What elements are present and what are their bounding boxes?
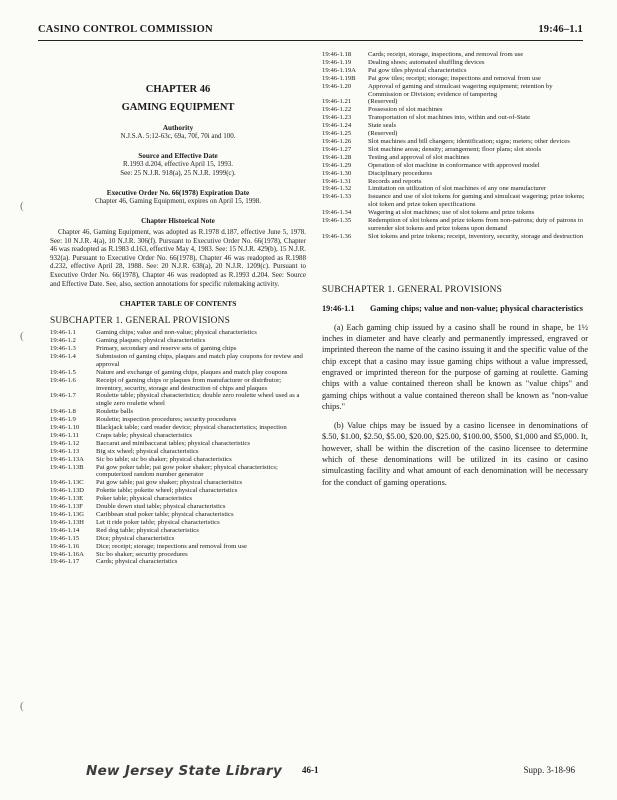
toc-entry [50,432,306,440]
authority-heading: Authority [162,124,194,132]
toc-entry-title: Primary, secondary and reserve sets of gaming chips [96,344,237,352]
toc-entry-title: Roulette balls [96,408,133,416]
toc-entry-title: Approval of gaming and simulcast wagering equipment; retention by Commission or Division; evidence of tampering [368,82,553,98]
toc-entry-title: Operation of slot machine in conformance with approved model [368,161,540,169]
source-line-2: See: 25 N.J.R. 918(a), 25 N.J.R. 1999(c). [120,169,236,177]
library-logo: New Jersey State Library [86,763,283,779]
toc-entry [50,337,306,345]
toc-entry-number: 19:46-1.33 [322,193,352,201]
toc-entry-title: Issuance and use of slot tokens for gaming and simulcast wagering; prize tokens; slot token and prize token specifications [368,193,585,209]
toc-entry [50,495,306,503]
toc-entry-title: Pokette table; pokette wheel; physical characteristics [96,487,238,495]
history-text: Chapter 46, Gaming Equipment, was adopted as R.1978 d.187, effective June 5, 1978. See: 10 N.J.R. 4(a), 10 N.J.R. 306(f). Pursuant to Executive Order No. 66(1978), Chapter 46 was readopted as R.1983 d.163, effective May 4, 1983. See: 15 N.J.R. 429(b), 15 N.J.R. 932(a). Pursuant to Executive Order No. 66(1978), Chapter 46 was readopted as R.1988 d.232, effective April 28, 1988. See: 20 N.J.R. 638(a), 20 N.J.R. 1209(c). Pursuant to Executive Order No. 66(1978), Chapter 46 was readopted as R.1993 d.204. See: Source and Effective Date. See, also, section annotations for specific rulemaking activity. [50,228,306,288]
toc-entry-number: 19:46-1.4 [50,352,76,360]
toc-entry-title: Pai gow tiles physical characteristics [368,66,467,74]
toc-entry [322,130,588,138]
toc-entry-number: 19:46-1.26 [322,137,352,145]
toc-entry-title: (Reserved) [368,98,398,106]
toc-entry-title: Wagering at slot machines; use of slot tokens and prize tokens [368,209,535,217]
toc-entry-title: Transportation of slot machines into, within and out-of-State [368,114,531,122]
toc-entry [50,345,306,353]
body-subchapter-heading: SUBCHAPTER 1. GENERAL PROVISIONS [322,284,503,295]
toc-entry-number: 19:46-1.11 [50,431,79,439]
toc-entry [50,377,306,393]
toc-entry [50,527,306,535]
toc-entry-number: 19:46-1.23 [322,114,352,122]
toc-entry [322,170,588,178]
source-line-1: R.1993 d.204, effective April 15, 1993. [123,160,233,168]
toc-entry-title: Cards; receipt, storage, inspections, and removal from use [368,51,524,58]
toc-entry-title: Roulette table; physical characteristics; double zero roulette wheel used as a single zero roulette wheel [96,392,300,408]
toc-list-left [50,329,306,566]
toc-entry [322,185,588,193]
toc-list-right [322,51,588,241]
toc-heading: CHAPTER TABLE OF CONTENTS [119,299,237,309]
toc-entry [50,535,306,543]
toc-entry-title: Double down stud table; physical characteristics [96,503,226,511]
toc-entry-title: Gaming chips; value and non-value; physical characteristics [96,329,257,337]
toc-entry [50,511,306,519]
toc-entry-number: 19:46-1.22 [322,106,352,114]
toc-entry-title: Records and reports [368,177,422,185]
toc-entry [322,114,588,122]
toc-entry [50,479,306,487]
toc-entry [50,519,306,527]
section-title: Gaming chips; value and non-value; physical characteristics [370,303,583,313]
toc-entry [50,369,306,377]
toc-entry [50,353,306,369]
toc-entry-title: Gaming plaques; physical characteristics [96,337,206,345]
toc-entry-number: 19:46-1.35 [322,217,352,225]
toc-entry-number: 19:46-1.13H [50,518,84,526]
toc-entry [322,146,588,154]
left-column [50,48,306,566]
toc-entry-number: 19:46-1.20 [322,82,352,90]
toc-entry [50,392,306,408]
toc-entry-title: Slot tokens and prize tokens; receipt, inventory, security, storage and destruction [368,232,584,240]
toc-entry [322,154,588,162]
toc-entry-title: Let it ride poker table; physical characteristics [96,518,220,526]
toc-entry-title: State seals [368,122,397,130]
chapter-title: GAMING EQUIPMENT [121,102,235,113]
section-number: 19:46-1.1 [322,303,355,313]
toc-entry [322,83,588,99]
toc-entry-number: 19:46-1.13D [50,487,84,495]
toc-entry-number: 19:46-1.16 [50,542,80,550]
toc-entry [322,98,588,106]
running-header [38,24,583,38]
toc-entry [50,329,306,337]
chapter-number: CHAPTER 46 [145,84,211,95]
toc-entry-title: Receipt of gaming chips or plaques from manufacturer or distributor; inventory, security, storage and destruction of chips and plaques [96,376,282,392]
toc-entry-title: Pai gow tiles; receipt; storage; inspections and removal from use [368,74,541,82]
source-heading: Source and Effective Date [138,152,218,160]
toc-entry-title: Pai gow table; pai gow shaker; physical characteristics [96,479,243,487]
toc-entry-number: 19:46-1.19A [322,66,356,74]
toc-entry-number: 19:46-1.34 [322,209,352,217]
paragraph-b: (b) Value chips may be issued by a casino licensee in denominations of $.50, $1.00, $2.50, $5.00, $20.00, $25.00, $100.00, $500, $1,000 and $5,000. It, however, shall be within the discretion of the casino licensee to determine which of these denominations will be utilized in its casino or casino simulcasting facility and what amount of each denomination will be necessary for the conduct of gaming operations. [322,421,588,487]
toc-entry-number: 19:46-1.19 [322,58,352,66]
toc-entry-title: Poker table; physical characteristics [96,495,193,503]
toc-entry [322,67,588,75]
margin-bracket-mark: ( [20,200,24,212]
toc-entry-number: 19:46-1.27 [322,145,352,153]
page-number: 46-1 [302,765,319,775]
toc-entry-number: 19:46-1.13B [50,463,84,471]
toc-entry [322,178,588,186]
toc-entry-number: 19:46-1.3 [50,344,76,352]
expiration-text: Chapter 46, Gaming Equipment, expires on April 15, 1998. [94,197,262,205]
toc-entry-number: 19:46-1.5 [50,368,76,376]
toc-entry-title: Big six wheel; physical characteristics [96,447,199,455]
toc-entry-title: Craps table; physical characteristics [96,431,193,439]
toc-entry [322,122,588,130]
toc-entry-title: Sic bo shaker; security procedures [96,550,188,558]
toc-entry [50,558,306,566]
toc-entry [322,217,588,233]
toc-entry [50,487,306,495]
toc-entry-title: Limitation on utilization of slot machines of any one manufacturer [368,185,547,193]
toc-entry-title: Roulette; inspection procedures; security procedures [96,416,237,424]
toc-entry-number: 19:46-1.8 [50,408,76,416]
toc-entry-number: 19:46-1.14 [50,526,80,534]
toc-entry-number: 19:46-1.13E [50,495,84,503]
authority-text: N.J.S.A. 5:12-63c, 69a, 70f, 70i and 100. [120,132,236,140]
toc-entry-title: Slot machine areas; density; arrangement; floor plans; slot stools [368,145,542,153]
toc-entry-number: 19:46-1.13C [50,479,84,487]
toc-entry-title: Submission of gaming chips, plaques and match play coupons for review and approval [96,352,303,368]
toc-entry-number: 19:46-1.32 [322,185,352,193]
toc-entry-number: 19:46-1.21 [322,98,352,106]
toc-entry-number: 19:46-1.25 [322,130,352,138]
toc-entry-title: Slot machines and bill changers; identification; signs; meters; other devices [368,137,570,145]
toc-entry [322,233,588,241]
toc-entry-number: 19:46-1.29 [322,161,352,169]
toc-entry-number: 19:46-1.36 [322,232,352,240]
toc-entry-number: 19:46-1.16A [50,550,84,558]
toc-entry-title: Caribbean stud poker table; physical characteristics [96,511,234,518]
supplement-date: Supp. 3-18-96 [523,765,575,775]
toc-entry-number: 19:46-1.12 [50,439,80,447]
toc-entry [322,138,588,146]
toc-entry-number: 19:46-1.30 [322,169,352,177]
toc-entry-title: Dice; receipt; storage; inspections and removal from use [96,542,247,550]
toc-entry [50,448,306,456]
toc-entry-title: Nature and exchange of gaming chips, plaques and match play coupons [96,368,288,376]
toc-entry-number: 19:46-1.7 [50,392,76,400]
toc-entry-number: 19:46-1.18 [322,51,352,58]
toc-entry [322,162,588,170]
toc-entry-title: Disciplinary procedures [368,169,433,177]
toc-entry-number: 19:46-1.24 [322,122,352,130]
header-rule [38,40,583,41]
toc-entry-number: 19:46-1.10 [50,424,80,432]
toc-entry [50,424,306,432]
toc-entry [50,416,306,424]
toc-entry [322,106,588,114]
toc-entry-title: Sic bo table; sic bo shaker; physical characteristics [96,455,232,463]
margin-bracket-mark: ( [20,330,24,342]
toc-entry [322,51,588,59]
toc-entry-title: Dice; physical characteristics [96,534,175,542]
toc-entry [322,193,588,209]
toc-entry-title: Cards; physical characteristics [96,558,178,566]
toc-entry-title: Dealing shoes; automated shuffling devices [368,58,485,66]
toc-entry-number: 19:46-1.19B [322,74,356,82]
toc-entry-title: Possession of slot machines [368,106,443,114]
toc-entry [322,209,588,217]
toc-entry-number: 19:46-1.6 [50,376,76,384]
toc-entry [50,464,306,480]
toc-entry-title: Baccarat and minibaccarat tables; physical characteristics [96,439,250,447]
toc-entry-number: 19:46-1.15 [50,534,80,542]
toc-entry [50,408,306,416]
toc-entry-number: 19:46-1.13A [50,455,84,463]
toc-entry-number: 19:46-1.13G [50,511,84,518]
toc-entry [322,59,588,67]
toc-entry-title: Blackjack table; card reader device; physical characteristics; inspection [96,424,287,432]
toc-entry [50,440,306,448]
header-title: CASINO CONTROL COMMISSION [38,24,213,35]
paragraph-a: (a) Each gaming chip issued by a casino shall be round in shape, be 1½ inches in diameter and have clearly and permanently impressed, engraved or imprinted thereon the name of the casino issuing it and the specific value of the chip except that a casino may issue gaming chips without a value impressed, engraved or imprinted thereon for the purpose of gaming at roulette. Gaming chips with a value contained thereon shall be known as "value chips" and gaming chips without a value contained thereon shall be known as "non-value chips." [322,322,588,411]
margin-bracket-mark: ( [20,700,24,712]
right-column [322,48,588,488]
toc-entry-title: (Reserved) [368,130,398,138]
expiration-heading: Executive Order No. 66(1978) Expiration Date [106,189,250,197]
toc-entry-number: 19:46-1.2 [50,337,76,345]
toc-entry-number: 19:46-1.13 [50,447,80,455]
toc-entry [50,551,306,559]
toc-entry-number: 19:46-1.9 [50,416,76,424]
header-section-number: 19:46–1.1 [538,24,583,35]
toc-entry [50,503,306,511]
toc-entry-title: Pai gow poker table; pai gow poker shaker; physical characteristics; computerized random number generator [96,463,278,479]
toc-entry-number: 19:46-1.1 [50,329,76,337]
history-heading: Chapter Historical Note [141,217,215,225]
toc-entry-title: Testing and approval of slot machines [368,153,470,161]
toc-entry [322,75,588,83]
toc-entry-title: Red dog table; physical characteristics [96,526,199,534]
toc-entry-number: 19:46-1.17 [50,558,80,566]
toc-subchapter-heading: SUBCHAPTER 1. GENERAL PROVISIONS [50,316,231,327]
section-heading [322,304,588,314]
toc-entry-number: 19:46-1.31 [322,177,352,185]
toc-entry [50,456,306,464]
toc-entry-number: 19:46-1.28 [322,153,352,161]
toc-entry-title: Redemption of slot tokens and prize tokens from non-patrons; duty of patrons to surrender slot tokens and prize tokens upon demand [368,217,584,232]
toc-entry [50,543,306,551]
toc-entry-number: 19:46-1.13F [50,503,83,511]
